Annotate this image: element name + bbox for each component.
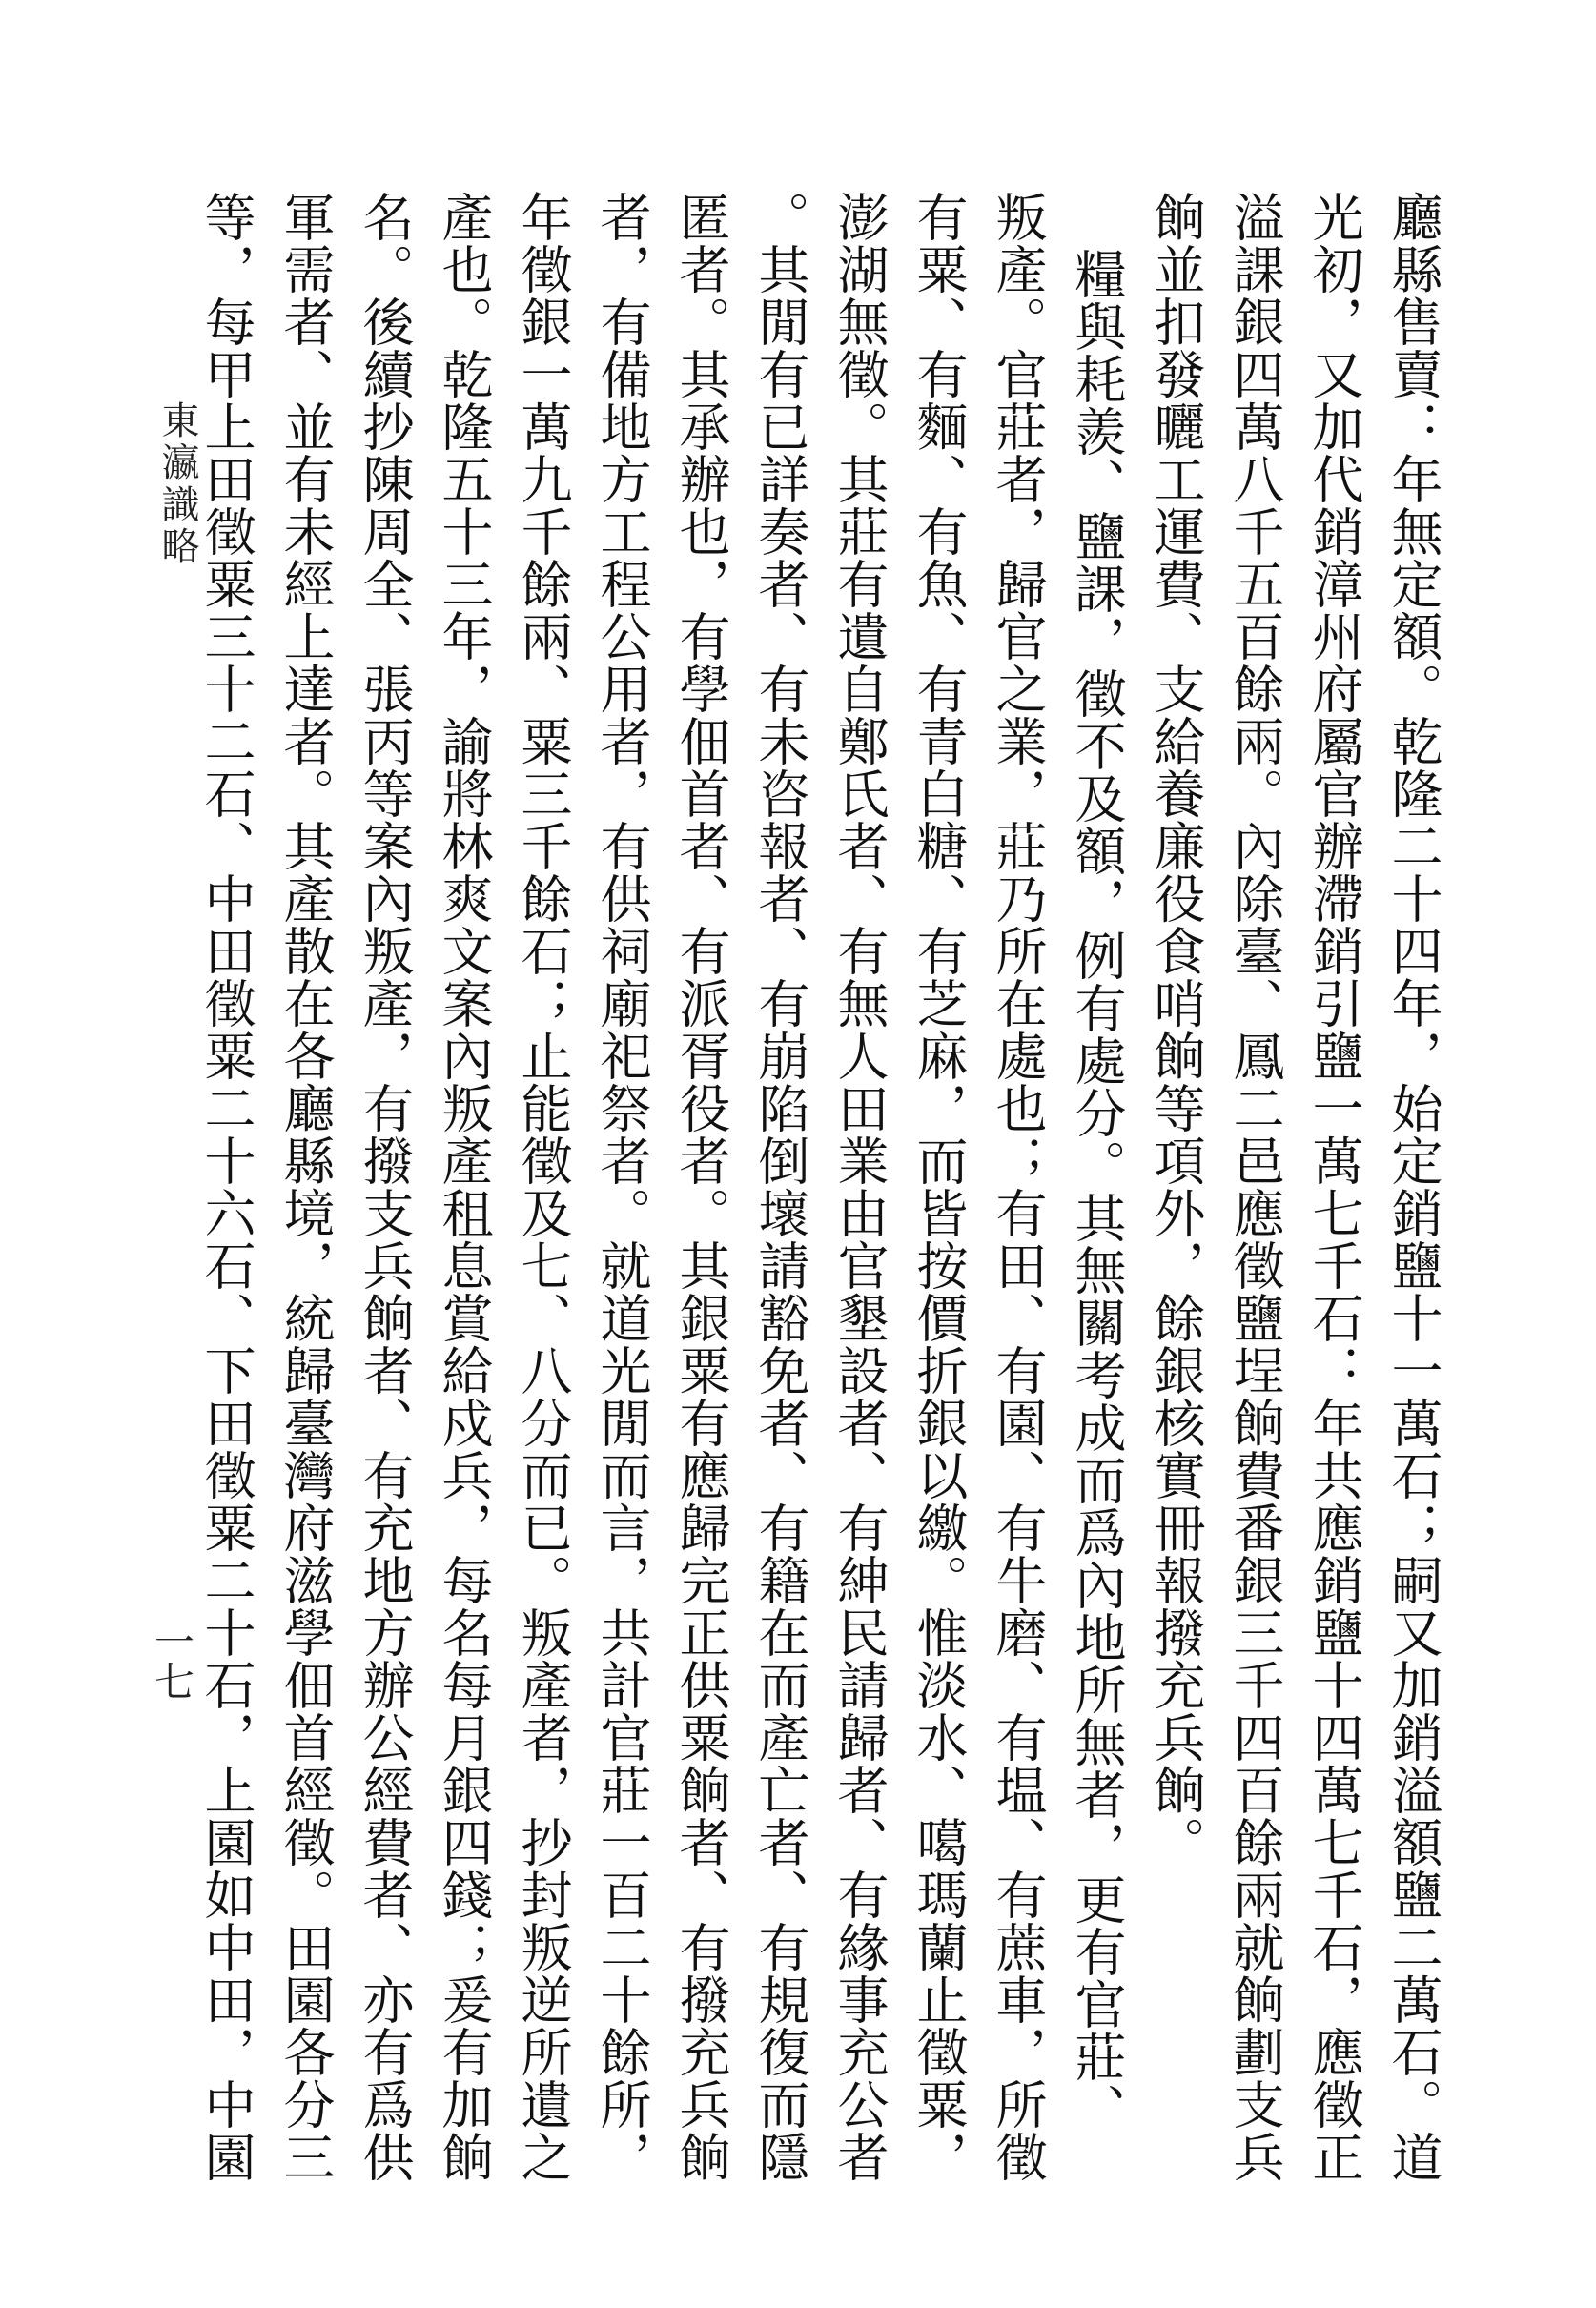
text-line: 糧與耗羨、鹽課，徵不及額，例有處分。其無關考成而爲內地所無者，更有官莊、 bbox=[1067, 248, 1127, 2135]
text-line: 。其閒有已詳奏者、有未咨報者、有崩陷倒壞請豁免者、有籍在而產亡者、有規復而隱 bbox=[750, 191, 810, 2183]
text-line: 名。後續抄陳周全、張丙等案內叛產，有撥支兵餉者、有充地方辦公經費者、亦有爲供 bbox=[355, 191, 415, 2183]
text-line: 叛產。官莊者，歸官之業，莊乃所在處也；有田、有園、有牛磨、有塭、有蔗車，所徵 bbox=[988, 191, 1048, 2183]
text-line: 軍需者、並有未經上達者。其產散在各廳縣境，統歸臺灣府滋學佃首經徵。田園各分三 bbox=[276, 191, 336, 2183]
body-text bbox=[187, 191, 1453, 2183]
text-line: 匿者。其承辦也，有學佃首者、有派胥役者。其銀粟有應歸完正供粟餉者、有撥充兵餉 bbox=[671, 191, 731, 2183]
text-line: 有粟、有麵、有魚、有青白糖、有芝麻，而皆按價折銀以繳。惟淡水、噶瑪蘭止徵粟， bbox=[909, 191, 969, 2183]
text-line: 溢課銀四萬八千五百餘兩。內除臺、鳳二邑應徵鹽埕餉費番銀三千四百餘兩就餉劃支兵 bbox=[1225, 191, 1285, 2183]
text-line: 餉並扣發曬工運費、支給養廉役食哨餉等項外，餘銀核實冊報撥充兵餉。 bbox=[1146, 191, 1206, 1869]
page-number: 一七 bbox=[149, 1621, 195, 1701]
text-line: 光初，又加代銷漳州府屬官辦滯銷引鹽一萬七千石：年共應銷鹽十四萬七千石，應徵正 bbox=[1304, 191, 1364, 2183]
text-line: 產也。乾隆五十三年，諭將林爽文案內叛產租息賞給戍兵，每名每月銀四錢；爰有加餉 bbox=[434, 191, 494, 2183]
text-line: 廳縣售賣：年無定額。乾隆二十四年，始定銷鹽十一萬石；嗣又加銷溢額鹽二萬石。道 bbox=[1383, 191, 1443, 2183]
text-line: 年徵銀一萬九千餘兩、粟三千餘石；止能徵及七、八分而已。叛產者，抄封叛逆所遺之 bbox=[513, 191, 573, 2183]
text-line: 澎湖無徵。其莊有遺自鄭氏者、有無人田業由官墾設者、有紳民請歸者、有緣事充公者 bbox=[829, 191, 890, 2183]
running-title: 東瀛識略 bbox=[155, 400, 199, 568]
text-line: 者，有備地方工程公用者，有供祠廟祀祭者。就道光閒而言，共計官莊一百二十餘所， bbox=[592, 191, 652, 2183]
text-line: 等，每甲上田徵粟三十二石、中田徵粟二十六石、下田徵粟二十石，上園如中田，中園 bbox=[196, 191, 256, 2183]
